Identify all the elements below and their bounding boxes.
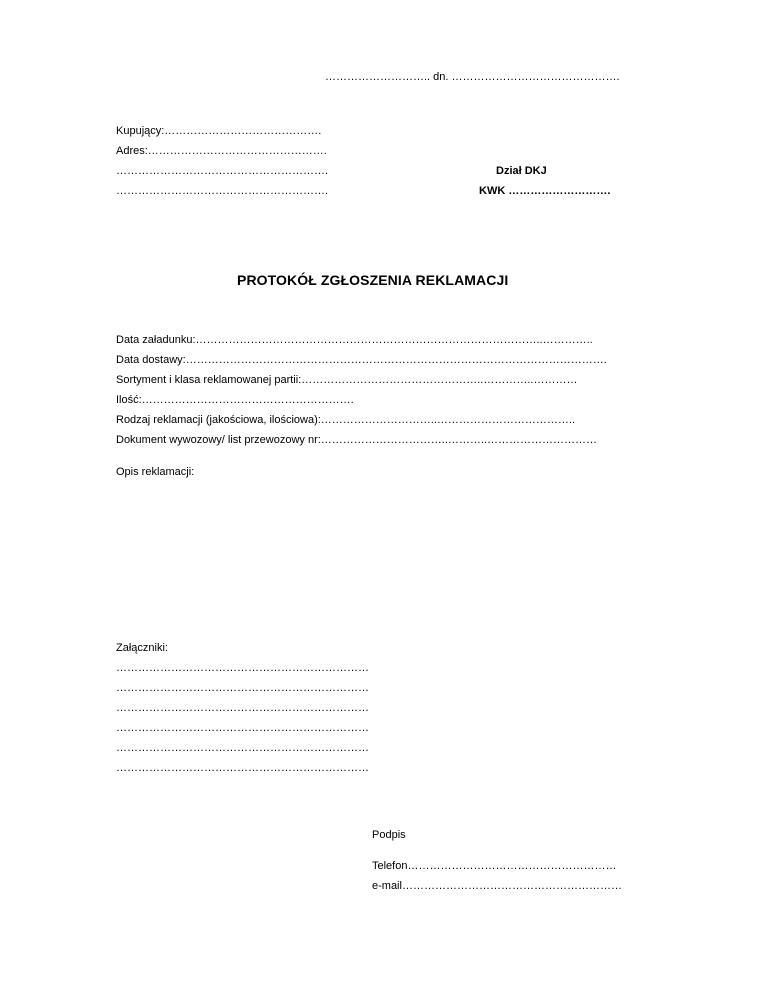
place-date-line: ……………………….. dn. ……………………………………….	[325, 71, 620, 83]
email-field: e-mail……………………………………………………	[372, 880, 622, 892]
kwk-field: KWK ……………………….	[479, 185, 611, 197]
attachment-line: ……………………………………………………………	[116, 682, 369, 694]
field-transport-document: Dokument wywozowy/ list przewozowy nr:……………………………..………..…………………………	[116, 434, 598, 446]
description-label: Opis reklamacji:	[116, 466, 195, 478]
phone-field: Telefon…………………………………………………	[372, 860, 617, 872]
buyer-field: Kupujący:…………………………………….	[116, 125, 322, 137]
attachment-line: ……………………………………………………………	[116, 722, 369, 734]
field-complaint-type: Rodzaj reklamacji (jakościowa, ilościowa):…………………………..………………………………..	[116, 414, 576, 426]
attachment-line: ……………………………………………………………	[116, 662, 369, 674]
field-assortment-class: Sortyment i klasa reklamowanej partii:…………………………………………..…………..…………	[116, 374, 578, 386]
address-field: Adres:………………………………………….	[116, 145, 327, 157]
attachment-line: ……………………………………………………………	[116, 702, 369, 714]
address-line-2: ………………………………………………….	[116, 165, 329, 177]
attachment-line: ……………………………………………………………	[116, 742, 369, 754]
document-title: PROTOKÓŁ ZGŁOSZENIA REKLAMACJI	[237, 272, 509, 288]
address-line-3: ………………………………………………….	[116, 185, 329, 197]
field-quantity: Ilość:………………………………………………….	[116, 394, 354, 406]
field-loading-date: Data załadunku:…………………………………………………………………………………..…………..	[116, 334, 593, 346]
department-label: Dział DKJ	[496, 165, 547, 177]
signature-label: Podpis	[372, 829, 406, 841]
field-delivery-date: Data dostawy:…………………………………………………………………………………………………….	[116, 354, 607, 366]
attachment-line: ……………………………………………………………	[116, 762, 369, 774]
attachments-label: Załączniki:	[116, 642, 168, 654]
